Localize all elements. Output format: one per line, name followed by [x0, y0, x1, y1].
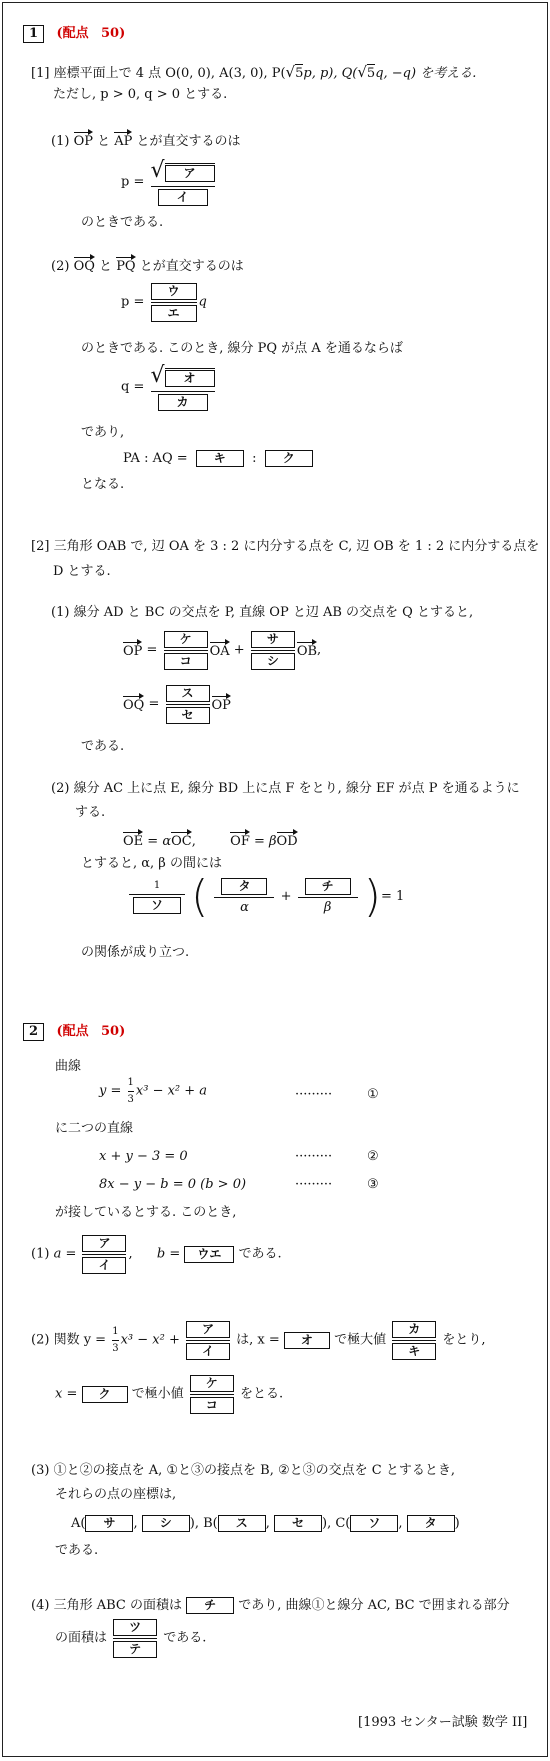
answer-box-ke[interactable]: ケ [164, 631, 208, 648]
q2-sub3-label: (3) [31, 1463, 50, 1478]
fraction [128, 1077, 134, 1106]
fraction [164, 631, 208, 670]
fraction [129, 880, 185, 914]
q1-part2-sub2-text1: 線分 AC 上に点 E, 線分 BD 上に点 F をとり, 線分 EF が点 P を通るように [73, 781, 520, 796]
fraction [214, 878, 274, 916]
answer-box-chi[interactable]: チ [305, 878, 351, 895]
q2-sub2-line2 [55, 1375, 283, 1414]
q-equals: q = [121, 379, 145, 395]
answer-box-ke[interactable]: ケ [190, 1375, 234, 1392]
frac-den [82, 1255, 126, 1274]
p-equals: p = [121, 174, 145, 190]
fraction [186, 1321, 230, 1360]
vector-oq: OQ [123, 695, 144, 714]
q2-sub4-label: (4) [31, 1598, 50, 1613]
sqrt-radicand: 5 [366, 66, 376, 81]
q2-points-label: (配点 [56, 1024, 89, 1039]
answer-box-o[interactable]: オ [165, 370, 215, 387]
q1-sub1-label: (1) [51, 134, 70, 149]
q1-and: と [99, 259, 113, 274]
q2-sub2-min: で極小値 [131, 1386, 184, 1402]
frac-den [190, 1395, 234, 1414]
leader-dots: ········· [295, 1087, 333, 1102]
vector-oc: OC [171, 831, 192, 850]
comma: , [191, 834, 196, 849]
comma: , [398, 1516, 403, 1531]
answer-box-a[interactable]: ア [82, 1235, 126, 1252]
vector-oq: OQ [74, 256, 95, 275]
answer-box-sa[interactable]: サ [251, 631, 295, 648]
frac-num [392, 1321, 436, 1340]
vector-pq: PQ [116, 256, 135, 275]
answer-box-ku[interactable]: ク [265, 450, 313, 467]
fraction [82, 1235, 126, 1274]
answer-box-u[interactable]: ウ [151, 283, 197, 300]
answer-box-a[interactable]: ア [186, 1321, 230, 1338]
q1-sub1-formula [121, 158, 217, 206]
frac-den [240, 898, 249, 916]
equals: = [253, 834, 265, 849]
eq2: x + y − 3 = 0 [99, 1149, 188, 1164]
answer-box-shi[interactable]: シ [142, 1515, 190, 1532]
one: 1 [396, 889, 405, 905]
q1-part2-text2: D とする. [53, 564, 111, 579]
q1-part2-sub1 [51, 605, 473, 621]
q1-part2-sub2 [51, 781, 520, 797]
equals: = [147, 834, 159, 849]
answer-box-chi[interactable]: チ [186, 1597, 234, 1614]
point-c-open: ), C( [322, 1516, 351, 1531]
answer-box-i[interactable]: イ [186, 1343, 230, 1360]
answer-box-so[interactable]: ソ [133, 897, 181, 914]
point-close: ) [454, 1516, 460, 1531]
answer-box-ki[interactable]: キ [196, 450, 244, 467]
vector-op: OP [123, 641, 142, 660]
q2-curve-label: 曲線 [55, 1059, 82, 1074]
answer-box-ku[interactable]: ク [82, 1386, 128, 1403]
vector-od: OD [277, 831, 298, 850]
q1-sub2-label: (2) [51, 259, 70, 274]
q2-sub3-text2: それらの点の座標は, [55, 1487, 177, 1502]
comma: , [128, 1246, 133, 1262]
answer-box-ka[interactable]: カ [392, 1321, 436, 1338]
comma: , [317, 642, 322, 658]
answer-box-se[interactable]: セ [274, 1515, 322, 1532]
q1-part1-text-a: 座標平面上で 4 点 O(0, 0), A(3, 0), P( [53, 66, 286, 81]
q2-sub3-line1 [31, 1463, 455, 1479]
q2-sub3-dearu: である. [55, 1543, 99, 1558]
q2-sub2-max: で極大値 [334, 1332, 387, 1348]
q1-part2-sub2-label: (2) [51, 781, 70, 796]
q-variable: q [198, 294, 207, 310]
answer-box-te[interactable]: テ [113, 1641, 157, 1658]
q2-sub2-func: 関数 y = [53, 1332, 107, 1348]
b-equals: b = [156, 1246, 181, 1262]
ratio-label: PA : AQ = [123, 451, 188, 466]
frac-num [221, 878, 267, 897]
eq1-rhs: x³ − x² + a [135, 1083, 208, 1099]
q2-sub4-text2b: である. [163, 1630, 207, 1646]
q2-sub2-poly: x³ − x² + [120, 1332, 180, 1348]
frac-num [151, 158, 215, 186]
q1-number: 1 [23, 25, 44, 43]
ratio-line [123, 450, 313, 467]
frac-num [164, 631, 208, 650]
fraction [151, 283, 197, 322]
q1-part2-sub1-text: 線分 AD と BC の交点を P, 直線 OP と辺 AB の交点を Q とすると, [73, 605, 474, 620]
answer-box-sa[interactable]: サ [85, 1515, 133, 1532]
eq3: 8x − y − b = 0 (b > 0) [99, 1177, 247, 1192]
q2-eq1 [99, 1077, 207, 1106]
beta: β [269, 834, 277, 849]
frac-den [324, 898, 332, 916]
q1-part1-line1 [31, 63, 476, 82]
q1-dearu: であり, [81, 425, 125, 440]
q2-header [23, 1023, 125, 1041]
p-equals: p = [121, 294, 145, 310]
q2-sub2-xeq2: x = [55, 1386, 78, 1402]
equals: = [146, 642, 158, 658]
frac-den [392, 1341, 436, 1360]
q2-lines-intro: に二つの直線 [55, 1121, 134, 1136]
frac-den [186, 1341, 230, 1360]
fraction [151, 158, 215, 206]
q1-sub2-when: のときである. このとき, 線分 PQ が点 A を通るならば [81, 341, 403, 356]
ratio-colon: : [252, 451, 257, 466]
q2-sub4-line2 [55, 1619, 206, 1658]
q2-sub2-xeq: は, x = [236, 1332, 280, 1348]
answer-box-ta[interactable]: タ [407, 1515, 455, 1532]
marker-3: ③ [367, 1177, 379, 1192]
fraction [113, 1619, 157, 1658]
q1-part2-sub2-text2: する. [75, 805, 106, 820]
q2-sub1 [31, 1235, 282, 1274]
op-formula [123, 631, 321, 670]
answer-box-tsu[interactable]: ツ [113, 1619, 157, 1636]
frac-den [251, 651, 295, 670]
frac-den [133, 895, 181, 914]
q2-sub2-toru: をとる. [239, 1386, 284, 1402]
q2-number: 2 [23, 1023, 44, 1041]
sqrt-icon: √ [150, 363, 165, 388]
q1-sub1-tail: とが直交するのは [136, 134, 241, 149]
q1-sub2-intro [51, 256, 244, 275]
answer-box-ko[interactable]: コ [164, 653, 208, 670]
frac-den [113, 1639, 157, 1658]
vector-ob: OB [297, 641, 317, 660]
vector-oe: OE [123, 831, 143, 850]
answer-box-i[interactable]: イ [158, 189, 208, 206]
frac-den [158, 187, 208, 206]
answer-box-ta[interactable]: タ [221, 878, 267, 895]
q2-points-value: 50 [101, 1024, 120, 1039]
q1-sub2-q-formula [121, 363, 217, 411]
q1-sub2-formula [121, 283, 207, 322]
vector-op: OP [74, 131, 93, 150]
sqrt-radicand [165, 163, 215, 182]
q1-and: と [97, 134, 111, 149]
frac-num [113, 1619, 157, 1638]
frac-num [190, 1375, 234, 1394]
q2-sub4-text1b: であり, 曲線①と線分 AC, BC で囲まれる部分 [238, 1598, 510, 1613]
fraction [151, 363, 215, 411]
q2-sub3-text1: ①と②の接点を A, ①と③の接点を B, ②と③の交点を C とするとき, [53, 1463, 455, 1478]
q2-sub4-text1a: 三角形 ABC の面積は [53, 1598, 182, 1613]
q1-part1-text-e: q, −q) を考える. [375, 66, 477, 81]
frac-den [166, 705, 210, 724]
oe-of-line [123, 831, 298, 850]
frac-num [151, 363, 215, 391]
answer-box-a[interactable]: ア [165, 165, 215, 182]
vector-ap: AP [114, 131, 132, 150]
q2-dearu: である. [238, 1246, 282, 1262]
alpha: α [162, 834, 172, 849]
answer-box-shi[interactable]: シ [251, 653, 295, 670]
frac-den [164, 651, 208, 670]
frac-num [82, 1235, 126, 1254]
q2-eq2 [99, 1149, 188, 1165]
q1-part2-sub1-label: (1) [51, 605, 70, 620]
q1-tonaru: となる. [81, 477, 125, 492]
q1-part2-sub2-text4: の関係が成り立つ. [81, 945, 190, 960]
vector-oa: OA [210, 641, 230, 660]
point-b-open: ), B( [189, 1516, 218, 1531]
vector-op: OP [212, 695, 231, 714]
frac-den [151, 303, 197, 322]
q1-part1-line2: ただし, p > 0, q > 0 とする. [53, 87, 228, 102]
eq1-lhs: y = [99, 1083, 122, 1099]
answer-box-se[interactable]: セ [166, 707, 210, 724]
point-a-open: A( [71, 1516, 86, 1531]
frac-num [186, 1321, 230, 1340]
frac-num [251, 631, 295, 650]
q1-points-close: ) [119, 26, 126, 41]
frac-num: 1 [127, 1077, 134, 1088]
q1-part1-text-c: p, p), Q( [303, 66, 358, 81]
q2-sub4-line1 [31, 1597, 510, 1614]
q1-header [23, 25, 125, 43]
sqrt-icon: √ [285, 63, 296, 81]
frac-den: 3 [127, 1094, 134, 1105]
equals: = [148, 696, 160, 712]
answer-box-su[interactable]: ス [218, 1515, 266, 1532]
alpha: α [240, 900, 249, 916]
answer-box-so[interactable]: ソ [350, 1515, 398, 1532]
fraction [392, 1321, 436, 1360]
q1-points-value: 50 [101, 26, 120, 41]
marker-2: ② [367, 1149, 379, 1164]
answer-box-ki[interactable]: キ [392, 1343, 436, 1360]
q2-sub2-label: (2) [31, 1332, 50, 1348]
q1-sub1-intro [51, 131, 241, 150]
fraction [166, 685, 210, 724]
q1-points-label: (配点 [56, 26, 89, 41]
q2-sub2-toriu: をとり, [442, 1332, 486, 1348]
answer-box-ka[interactable]: カ [158, 394, 208, 411]
right-paren: ) [363, 871, 381, 922]
exam-page [2, 2, 548, 1757]
frac-num [166, 685, 210, 704]
fraction [112, 1326, 118, 1355]
beta: β [323, 900, 332, 916]
fraction [251, 631, 295, 670]
frac-den: 3 [112, 1343, 119, 1354]
answer-box-e[interactable]: エ [151, 305, 197, 322]
relation-formula [127, 871, 405, 922]
frac-num: 1 [112, 1326, 119, 1337]
oq-formula [123, 685, 231, 724]
answer-box-su[interactable]: ス [166, 685, 210, 702]
q1-part2-sub2-text3: とすると, α, β の間には [81, 856, 222, 871]
marker-1: ① [367, 1087, 379, 1102]
left-paren: ( [191, 871, 209, 922]
q2-eq3 [99, 1177, 246, 1193]
comma: , [133, 1516, 138, 1531]
answer-box-i[interactable]: イ [82, 1257, 126, 1274]
answer-box-ue[interactable]: ウエ [184, 1246, 234, 1263]
frac-num [151, 283, 197, 302]
sqrt-icon: √ [357, 63, 367, 81]
plus: + [233, 642, 245, 658]
leader-dots: ········· [295, 1149, 333, 1164]
answer-box-o[interactable]: オ [284, 1332, 330, 1349]
comma: , [265, 1516, 270, 1531]
sqrt-radicand [165, 368, 215, 387]
fraction [190, 1375, 234, 1414]
q2-tangent-text: が接しているとする. このとき, [55, 1205, 237, 1220]
q2-sub2-line1 [31, 1321, 486, 1360]
fraction [298, 878, 358, 916]
sqrt-radicand: 5 [295, 66, 304, 81]
q2-sub4-text2a: の面積は [55, 1630, 108, 1646]
q2-points-line [71, 1515, 460, 1532]
leader-dots: ········· [295, 1177, 333, 1192]
frac-num [305, 878, 351, 897]
q1-part2-line1 [31, 539, 539, 555]
equals: = [380, 889, 392, 905]
a-equals: a = [53, 1246, 77, 1262]
sqrt-icon: √ [150, 158, 165, 183]
q1-part2-label: [2] [31, 539, 50, 554]
source-citation: [1993 センター試験 数学 II] [358, 1715, 528, 1730]
q1-part2-text1: 三角形 OAB で, 辺 OA を 3 : 2 に内分する点を C, 辺 OB を 1 : 2 に内分する点を [53, 539, 540, 554]
q1-part1-label: [1] [31, 66, 50, 81]
answer-box-ko[interactable]: コ [190, 1397, 234, 1414]
q2-points-close: ) [119, 1024, 126, 1039]
q2-sub1-label: (1) [31, 1246, 50, 1262]
vector-of: OF [230, 831, 250, 850]
q1-sub2-tail: とが直交するのは [139, 259, 244, 274]
frac-den [158, 392, 208, 411]
frac-num: 1 [153, 880, 161, 891]
plus: + [280, 889, 292, 905]
q1-part2-dearu: である. [81, 739, 125, 754]
q1-sub1-when: のときである. [81, 215, 164, 230]
